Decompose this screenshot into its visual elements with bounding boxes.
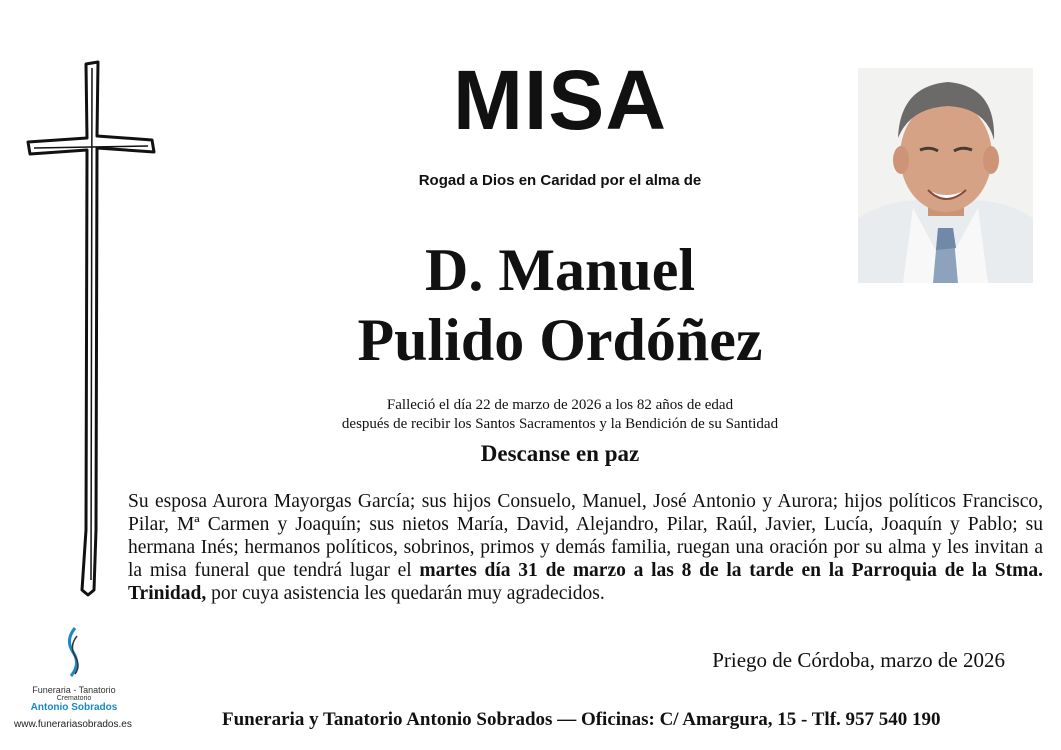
deceased-name-line2: Pulido Ordóñez — [357, 307, 763, 373]
death-info-line1: Falleció el día 22 de marzo de 2026 a los 82 años de edad — [386, 397, 734, 413]
logo-mark-icon — [59, 626, 89, 678]
funeral-details: martes día 31 de marzo a las 8 de la tarde en la Parroquia de la Stma. Trinidad, — [128, 560, 1043, 604]
logo-line2: Crematorio — [56, 695, 92, 702]
place-date: Priego de Córdoba, marzo de 2026 — [712, 648, 1005, 672]
logo-line1: Funeraria - Tanatorio — [32, 685, 116, 695]
portrait-photo — [858, 68, 1033, 283]
funeral-home-logo — [20, 626, 128, 713]
rest-in-peace: Descanse en paz — [480, 441, 640, 466]
death-info — [230, 396, 890, 434]
death-info-line2: después de recibir los Santos Sacramentos y la Bendición de su Santidad — [341, 416, 779, 432]
website-link[interactable]: www.funerariasobrados.es — [14, 719, 132, 730]
deceased-name-line1: D. Manuel — [425, 237, 695, 303]
logo-line3: Antonio Sobrados — [30, 702, 118, 713]
family-message-closing: por cuya asistencia les quedarán muy agradecidos. — [206, 583, 605, 604]
page-title: MISA — [453, 53, 667, 147]
family-message-text: Su esposa Aurora Mayorgas García; sus hijos Consuelo, Manuel, José Antonio y Aurora; hijos políticos Francisco, Pilar, Mª Carmen y Joaquín; sus nietos María, David, Alejandro, Pilar, Raúl, Javier, Lucía, Joaquín y Pablo; su hermana Inés; hermanos políticos, sobrinos, primos y demás familia, ruegan una oración por su alma y les invitan a la misa funeral que tendrá lugar el — [128, 491, 1043, 581]
family-message — [128, 490, 1043, 605]
footer-contact: Funeraria y Tanatorio Antonio Sobrados — Oficinas: C/ Amargura, 15 - Tlf. 957 540 190 — [222, 709, 941, 730]
subtitle: Rogad a Dios en Caridad por el alma de — [418, 172, 702, 189]
